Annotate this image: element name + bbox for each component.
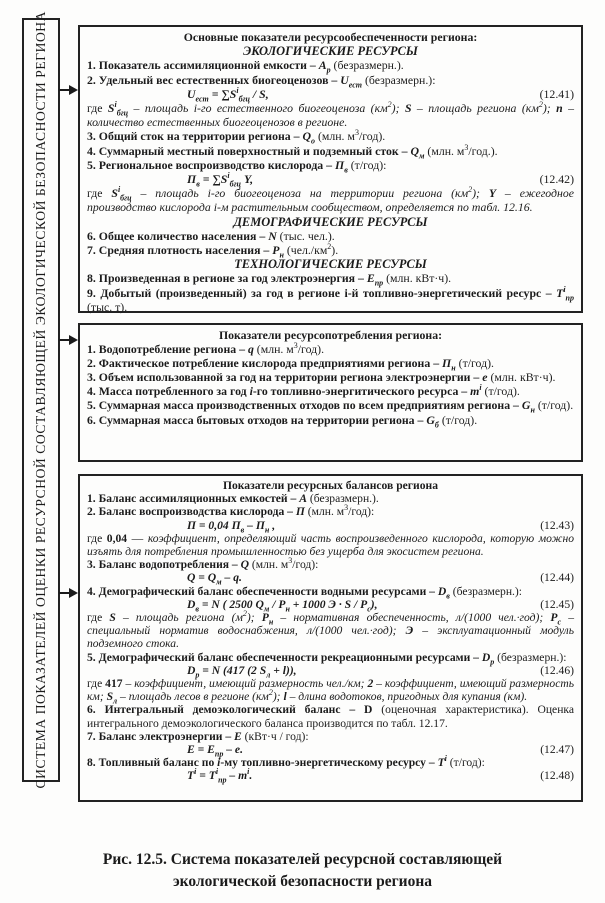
text-line-item: 4. Суммарный местный поверхностный и подземный сток – $Q_м$ (млн. $м^3/год$.). <box>87 142 498 160</box>
text-line-item: 7. Средняя плотность населения – $P_н$ $(чел./км^2)$. <box>87 242 339 260</box>
text-line-item: 5. Региональное воспроизводство кислорода – $П_в$ (т/год): <box>87 157 387 175</box>
text-line-note: где $S^i_{бгц}$ – площадь i-го естественного биогеоценоза $(км^2)$; S – площадь региона $(км^2)$; n – количество естественных биогеоценозов в регионе. <box>87 100 574 130</box>
text-line-item: 1. Водопотребление региона – q (млн. $м^3/год$). <box>87 341 325 357</box>
text-line-item: 4. Демографический баланс обеспеченности водными ресурсами – $D_в$ (безразмерн.): <box>87 584 523 600</box>
text-line-title: Основные показатели ресурсообеспеченности региона: <box>183 30 478 44</box>
text-line-section: ЭКОЛОГИЧЕСКИЕ РЕСУРСЫ <box>243 44 418 59</box>
formula-line <box>87 663 574 680</box>
text-line-item: 7. Баланс электроэнергии – E (кВт·ч / год): <box>87 729 309 743</box>
text-line-item: 2. Удельный вес естественных биогеоценозов – $U_{ест}$ (безразмерн.): <box>87 72 436 89</box>
equation-number: (12.47) <box>540 743 574 757</box>
formula-line <box>87 597 574 614</box>
text-line-item: 8. Топливный баланс по i-му топливно-энергетическому ресурсу – $T^i$ (т/год): <box>87 754 485 770</box>
equation-number: (12.45) <box>540 597 574 611</box>
connector-arrow-icon <box>59 84 78 96</box>
equation-number: (12.48) <box>540 769 574 783</box>
formula-expression: $E = E_{пр} - e$. <box>187 743 243 759</box>
formula-expression: $U_{ест} = \sum S^i_{бгц} / S$, <box>187 85 269 104</box>
text-line-item: 3. Общий сток на территории региона – $Q_о$ (млн. $м^3/год$). <box>87 128 386 146</box>
formula-expression: П = 0,04 $П_в - П_н$ , <box>187 518 276 534</box>
arrow-head <box>69 335 78 345</box>
text-line-item: 6. Суммарная масса бытовых отходов на территории региона – $G_б$ (т/год). <box>87 412 478 429</box>
equation-number: (12.44) <box>540 571 574 585</box>
equation-number: (12.41) <box>539 86 574 101</box>
text-line-item: 1. Баланс ассимиляционных емкостей – A (безразмерн.). <box>87 492 379 506</box>
text-line-item: 5. Суммарная масса производственных отходов по всем предприятиям региона – $G_н$ (т/год). <box>87 398 574 415</box>
formula-line <box>87 519 574 532</box>
text-line-note: где $S^i_{бгц}$ – площадь i-го биогеоценоза на территории региона $(км^2)$; Y – ежегодное производство кислорода i-м растительным сообществом, определяется по табл. 12.16. <box>87 185 575 215</box>
connector-arrow-icon <box>59 587 78 599</box>
formula-line <box>87 171 574 189</box>
formula-expression: $T^i = T^i_{пр} - m^i$. <box>187 767 253 785</box>
equation-number: (12.43) <box>540 518 574 532</box>
text-line-item: 3. Баланс водопотребления – Q (млн. $м^3/год$): <box>87 556 319 572</box>
formula-line <box>87 767 574 785</box>
arrow-head <box>69 85 78 95</box>
text-line-item: 1. Показатель ассимиляционной емкости – $A_p$ (безразмерн.). <box>87 58 404 75</box>
formula-line <box>87 85 574 104</box>
sidebar-title-box <box>22 11 60 789</box>
text-line-title: Показатели ресурсопотребления региона: <box>218 328 443 342</box>
text-line-section: ДЕМОГРАФИЧЕСКИЕ РЕСУРСЫ <box>233 214 428 229</box>
text-line-item: 8. Произведенная в регионе за год электроэнергия – $E_{пр}$ (млн. кВт·ч). <box>87 271 452 288</box>
connector-arrow-icon <box>59 334 78 346</box>
figure-caption <box>0 849 605 893</box>
text-line-item: 5. Демографический баланс обеспеченности рекреационными ресурсами – $D_р$ (безразмерн.): <box>87 650 567 666</box>
arrow-head <box>69 588 78 598</box>
text-line-item: 6. Интегральный демоэкологический баланс – D (оценочная характеристика). Оценка интегрального демоэкологического баланса производится по табл. 12.17. <box>87 703 574 730</box>
box-resource-balance-indicators <box>78 474 583 802</box>
text-line-note: где S – площадь региона $(м^2)$; $P_н$ – нормативная обеспеченность, л/(1000 чел.·год); $P_с$ – специальный норматив водоснабжения, л/(1000 чел.·год); Э – эксплуатационный модуль подземного стока. <box>87 609 575 651</box>
text-line-item: 2. Баланс воспроизводства кислорода – П (млн. $м^3/год$): <box>87 503 375 519</box>
equation-number: (12.42) <box>539 172 574 187</box>
text-line-item: 2. Фактическое потребление кислорода предприятиями региона – $П_н$ (т/год). <box>87 356 494 373</box>
box-resource-consumption-indicators <box>78 323 583 462</box>
figure-caption-line2: экологической безопасности региона <box>172 873 433 890</box>
text-line-item: 6. Общее количество населения – N (тыс. чел.). <box>87 228 335 243</box>
text-line-section: ТЕХНОЛОГИЧЕСКИЕ РЕСУРСЫ <box>234 257 427 272</box>
formula-expression: $D_в = N$ ( 2500 $Q_м / P_н + 1000$ $Э \cdot S / P_с$), <box>187 597 378 614</box>
equation-number: (12.46) <box>540 663 574 677</box>
sidebar-title-label: СИСТЕМА ПОКАЗАТЕЛЕЙ ОЦЕНКИ РЕСУРСНОЙ СОСТАВЛЯЮЩЕЙ ЭКОЛОГИЧЕСКОЙ БЕЗОПАСНОСТИ РЕГИОНА <box>33 11 48 789</box>
text-line-item: 3. Объем использованной за год на территории региона электроэнергии – e (млн. кВт·ч). <box>87 370 556 385</box>
text-line-note: где 417 – коэффициент, имеющий размерность чел./км; 2 – коэффициент, имеющий размерность км; $S_л$ – площадь лесов в регионе $(км^2)$; l – длина водотоков, пригодных для купания (км). <box>87 677 575 706</box>
formula-expression: $П_в = \sum S^i_{бгц}$ Y, <box>187 171 254 189</box>
text-line-note: где 0,04 — коэффициент, определяющий часть воспроизведенного кислорода, которую можно изъять для потребления промышленностью без ущерба для экосистем региона. <box>87 531 575 559</box>
figure-caption-line1: Рис. 12.5. Система показателей ресурсной составляющей <box>102 851 503 868</box>
formula-expression: $D_р = N$ (417 (2 $S_л + l$)), <box>187 663 297 680</box>
formula-expression: $Q = Q_м - q$. <box>187 571 242 587</box>
formula-line <box>87 571 574 587</box>
text-line-title: Показатели ресурсных балансов региона <box>222 479 439 492</box>
text-line-item: 4. Масса потребленного за год i-го топливно-энергитического ресурса – $m^i$ (т/год). <box>87 383 520 399</box>
box-resource-provision-indicators <box>78 25 583 313</box>
text-line-item: 9. Добытый (произведенный) за год в регионе i-й топливно-энергетический ресурс – $T^i_{пр}$ (тыс. т). <box>87 284 574 314</box>
formula-line <box>87 743 574 759</box>
